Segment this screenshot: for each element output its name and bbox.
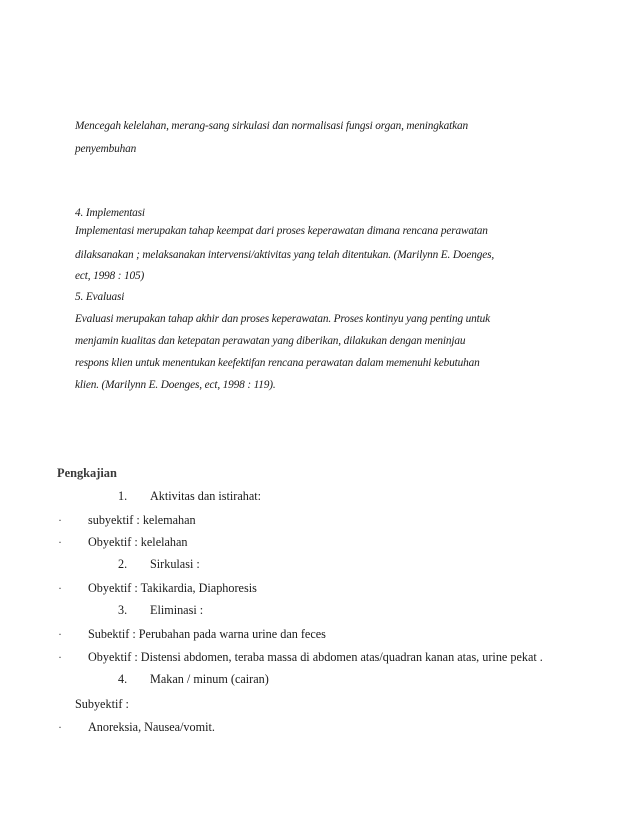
bullet-icon: · [58,650,62,664]
item-label: Aktivitas dan istirahat: [150,489,262,503]
item-number: 1. [118,489,128,503]
bullet-icon: · [58,513,62,527]
implementasi-heading: 4. Implementasi [75,207,145,219]
bullet-icon: · [58,627,62,641]
item-label: Makan / minum (cairan) [150,672,269,686]
paragraph-line: penyembuhan [75,143,137,155]
item-label: Sirkulasi : [150,557,200,571]
paragraph-line: Mencegah kelelahan, merang-sang sirkulasi dan normalisasi fungsi organ, meningkatkan [75,120,468,132]
paragraph-line: ect, 1998 : 105) [75,270,145,282]
paragraph-line: dilaksanakan ; melaksanakan intervensi/aktivitas yang telah ditentukan. (Marilynn E. Doenges, [75,249,495,261]
bullet-icon: · [58,535,62,549]
evaluasi-heading: 5. Evaluasi [75,291,125,303]
list-item: Obyektif : Distensi abdomen, teraba massa di abdomen atas/quadran kanan atas, urine pekat . [88,650,543,664]
pengkajian-title: Pengkajian [57,466,117,480]
paragraph-line: Evaluasi merupakan tahap akhir dan proses keperawatan. Proses kontinyu yang penting untuk [75,313,491,325]
bullet-icon: · [58,581,62,595]
list-item: Obyektif : Takikardia, Diaphoresis [88,581,257,595]
paragraph-line: respons klien untuk menentukan keefektifan rencana perawatan dalam memenuhi kebutuhan [75,357,480,369]
paragraph-line: klien. (Marilynn E. Doenges, ect, 1998 : 119). [75,379,276,391]
item-number: 2. [118,557,128,571]
paragraph-line: Implementasi merupakan tahap keempat dari proses keperawatan dimana rencana perawatan [75,225,488,237]
list-item: Anoreksia, Nausea/vomit. [88,720,215,734]
list-item: subyektif : kelemahan [88,513,196,527]
subyektif-label: Subyektif : [75,697,129,711]
item-number: 3. [118,603,128,617]
list-item: Subektif : Perubahan pada warna urine dan feces [88,627,326,641]
paragraph-line: menjamin kualitas dan ketepatan perawatan yang diberikan, dilakukan dengan meninjau [75,335,466,347]
list-item: Obyektif : kelelahan [88,535,188,549]
item-label: Eliminasi : [150,603,204,617]
bullet-icon: · [58,720,62,734]
item-number: 4. [118,672,128,686]
